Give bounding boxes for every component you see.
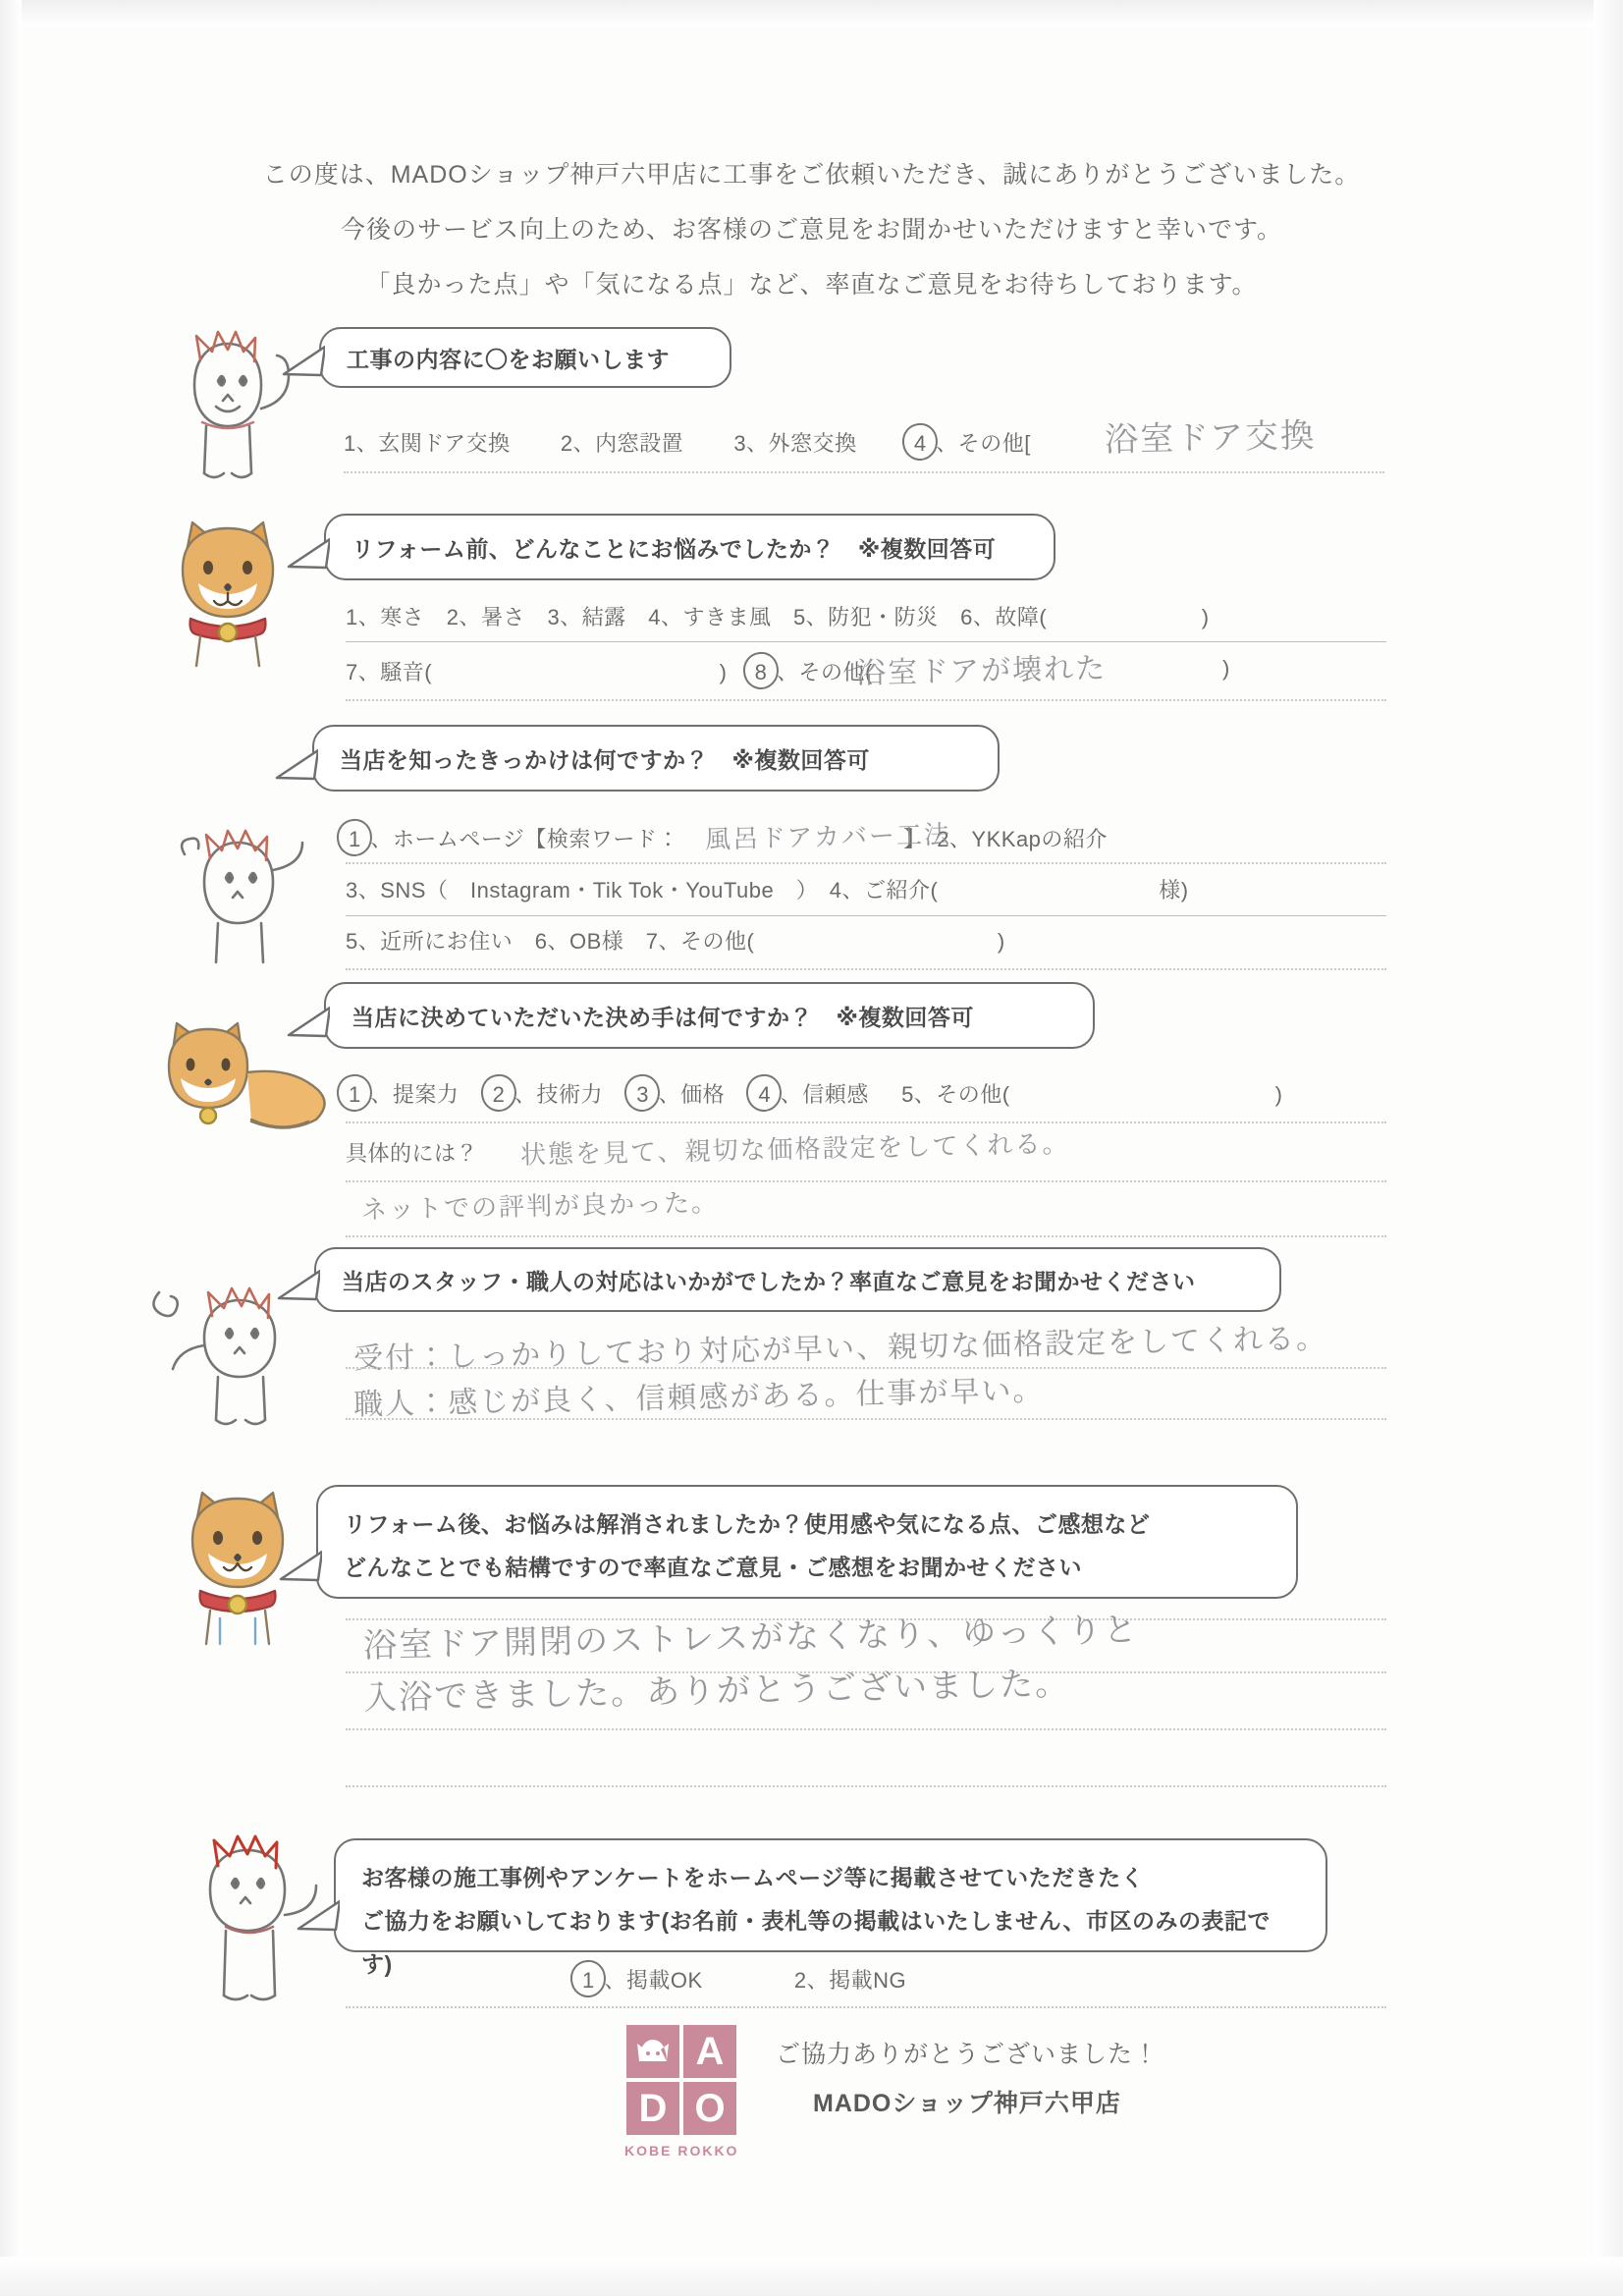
logo-cell-d: D — [626, 2082, 679, 2135]
q4-dotline-2 — [346, 1180, 1386, 1182]
consent-bubble-line-1: お客様の施工事例やアンケートをホームページ等に掲載させていただきたく — [361, 1865, 1145, 1890]
q1-option-4-circled[interactable]: 4 — [911, 431, 930, 457]
scan-edge-top — [0, 0, 1623, 26]
q4-option-1-circled[interactable]: 1 — [346, 1082, 364, 1108]
q6-answer-line-1: 浴室ドア開閉のストレスがなくなり、ゆっくりと — [362, 1610, 1140, 1667]
q5-dotline-2 — [346, 1418, 1386, 1420]
q3-option-1-circled[interactable]: 1 — [346, 827, 364, 852]
q4-dotline-1 — [346, 1121, 1386, 1123]
logo-cell-o: O — [683, 2082, 736, 2135]
q4-detail-answer-line-1: 状態を見て、親切な価格設定をしてくれる。 — [519, 1129, 1070, 1171]
q1-bubble-tail — [282, 345, 325, 378]
consent-bubble-line-2: ご協力をお願いしております(お名前・表札等の掲載はいたしません、市区のみの表記です) — [361, 1908, 1271, 1977]
consent-option-ok-label: 、掲載OK — [604, 1968, 703, 1993]
q3-dotline-1 — [346, 862, 1386, 864]
q1-bubble — [319, 327, 731, 388]
q2-row-1[interactable]: 1、寒さ 2、暑さ 3、結露 4、すきま風 5、防犯・防災 6、故障( ) — [346, 605, 1210, 629]
consent-option-ng[interactable]: 2、掲載NG — [793, 1968, 907, 1993]
q1-dotline — [344, 471, 1384, 473]
q1-option-1[interactable]: 1、玄関ドア交換 — [344, 431, 511, 456]
footer-thanks: ご協力ありがとうございました！ — [776, 2041, 1160, 2068]
consent-bubble-tail — [297, 1899, 340, 1933]
shiba-mascot-1 — [165, 511, 293, 668]
q3-row-3[interactable]: 5、近所にお住い 6、OB様 7、その他( ) — [346, 929, 1005, 954]
q3-bubble — [312, 725, 1000, 792]
cat-mascot-2 — [175, 825, 312, 972]
q3-option-1-suffix[interactable]: 】 2、YKKapの紹介 — [903, 827, 1108, 851]
q3-search-keyword-answer: 風呂ドアカバー工法 — [704, 820, 952, 855]
q2-other-answer: 浴室ドアが壊れた — [855, 651, 1108, 691]
q4-detail-label: 具体的には？ — [346, 1141, 479, 1166]
q2-bubble — [324, 514, 1055, 580]
intro-text — [0, 147, 1623, 312]
q5-bubble-tail — [277, 1269, 320, 1302]
scan-edge-left — [0, 0, 22, 2296]
q4-option-2-label: 、技術力 — [514, 1082, 604, 1107]
q5-answer-line-1: 受付：しっかりしており対応が早い、親切な価格設定をしてくれる。 — [352, 1321, 1328, 1377]
q5-bubble — [314, 1247, 1281, 1312]
q6-bubble — [316, 1485, 1298, 1599]
q1-option-4-label: 、その他[ — [936, 431, 1031, 456]
q1-option-2[interactable]: 2、内窓設置 — [560, 431, 684, 456]
footer-shop-name: MADOショップ神戸六甲店 — [813, 2090, 1121, 2117]
q1-bubble-text: 工事の内容に〇をお願いします — [347, 346, 670, 372]
q5-bubble-text: 当店のスタッフ・職人の対応はいかがでしたか？率直なご意見をお聞かせください — [342, 1268, 1196, 1294]
q2-option-8-circled[interactable]: 8 — [752, 660, 771, 685]
q1-options — [344, 427, 1031, 458]
intro-line-3: 「良かった点」や「気になる点」など、率直なご意見をお待ちしております。 — [365, 271, 1258, 299]
consent-bubble — [334, 1838, 1327, 1977]
q4-option-2-circled[interactable]: 2 — [490, 1082, 509, 1108]
q4-bubble — [324, 982, 1095, 1049]
q6-dotline-2 — [346, 1728, 1386, 1730]
scan-edge-bottom — [0, 2257, 1623, 2296]
q2-row-2 — [346, 656, 873, 686]
logo-caption: KOBE ROKKO — [624, 2143, 739, 2159]
q3-dotline-3 — [346, 968, 1386, 970]
q4-detail-answer-line-2: ネットでの評判が良かった。 — [360, 1188, 720, 1226]
q6-answer-line-2: 入浴できました。ありがとうございました。 — [362, 1664, 1071, 1719]
q4-option-3-label: 、価格 — [658, 1082, 726, 1107]
q2-dotline — [346, 699, 1386, 701]
mado-logo — [626, 2025, 736, 2135]
q4-dotline-3 — [346, 1235, 1386, 1237]
q3-line-2 — [346, 915, 1386, 916]
q4-bubble-text: 当店に決めていただいた決め手は何ですか？ ※複数回答可 — [352, 1004, 974, 1030]
q6-bubble-tail — [279, 1550, 322, 1583]
q2-option-8-label: 、その他( — [777, 660, 873, 684]
q4-option-3-circled[interactable]: 3 — [633, 1082, 652, 1108]
q6-bubble-line-2: どんなことでも結構ですので率直なご意見・ご感想をお聞かせください — [344, 1555, 1082, 1580]
q1-option-3[interactable]: 3、外窓交換 — [733, 431, 857, 456]
intro-line-1: この度は、MADOショップ神戸六甲店に工事をご依頼いただき、誠にありがとうございました。 — [262, 161, 1361, 189]
q4-bubble-tail — [287, 1006, 330, 1039]
q3-option-1-label: 、ホームページ【検索ワード： — [370, 827, 679, 851]
q2-noise-option[interactable]: 7、騒音( ) — [346, 660, 728, 684]
q3-bubble-tail — [275, 748, 318, 782]
q3-bubble-text: 当店を知ったきっかけは何ですか？ ※複数回答可 — [340, 746, 870, 773]
intro-line-2: 今後のサービス向上のため、お客様のご意見をお聞かせいただけますと幸いです。 — [340, 216, 1282, 244]
q4-options — [346, 1078, 1282, 1109]
q5-answer-line-2: 職人：感じが良く、信頼感がある。仕事が早い。 — [352, 1373, 1045, 1423]
consent-option-ok-circled[interactable]: 1 — [579, 1968, 598, 1994]
consent-dotline — [346, 2006, 1386, 2008]
scan-edge-right — [1594, 0, 1623, 2296]
q4-option-1-label: 、提案力 — [370, 1082, 460, 1107]
q2-other-close: ) — [1222, 656, 1230, 681]
q2-bubble-tail — [287, 537, 330, 571]
q1-other-answer: 浴室ドア交換 — [1104, 415, 1317, 461]
cat-face-icon — [633, 2032, 673, 2071]
q4-option-5[interactable]: 5、その他( ) — [901, 1082, 1283, 1107]
q4-option-4-circled[interactable]: 4 — [755, 1082, 774, 1108]
consent-options — [579, 1964, 906, 1995]
q6-bubble-line-1: リフォーム後、お悩みは解消されましたか？使用感や気になる点、ご感想など — [344, 1511, 1151, 1537]
cat-mascot-1 — [157, 324, 299, 481]
q4-option-4-label: 、信頼感 — [780, 1082, 869, 1107]
logo-cell-m — [626, 2025, 679, 2078]
q6-dotline-3 — [346, 1785, 1386, 1787]
q3-row-2[interactable]: 3、SNS（ Instagram・Tik Tok・YouTube ） 4、ご紹介( 様) — [346, 878, 1189, 902]
q2-line-1 — [346, 641, 1386, 642]
q2-bubble-text: リフォーム前、どんなことにお悩みでしたか？ ※複数回答可 — [352, 535, 997, 562]
logo-cell-a: A — [683, 2025, 736, 2078]
